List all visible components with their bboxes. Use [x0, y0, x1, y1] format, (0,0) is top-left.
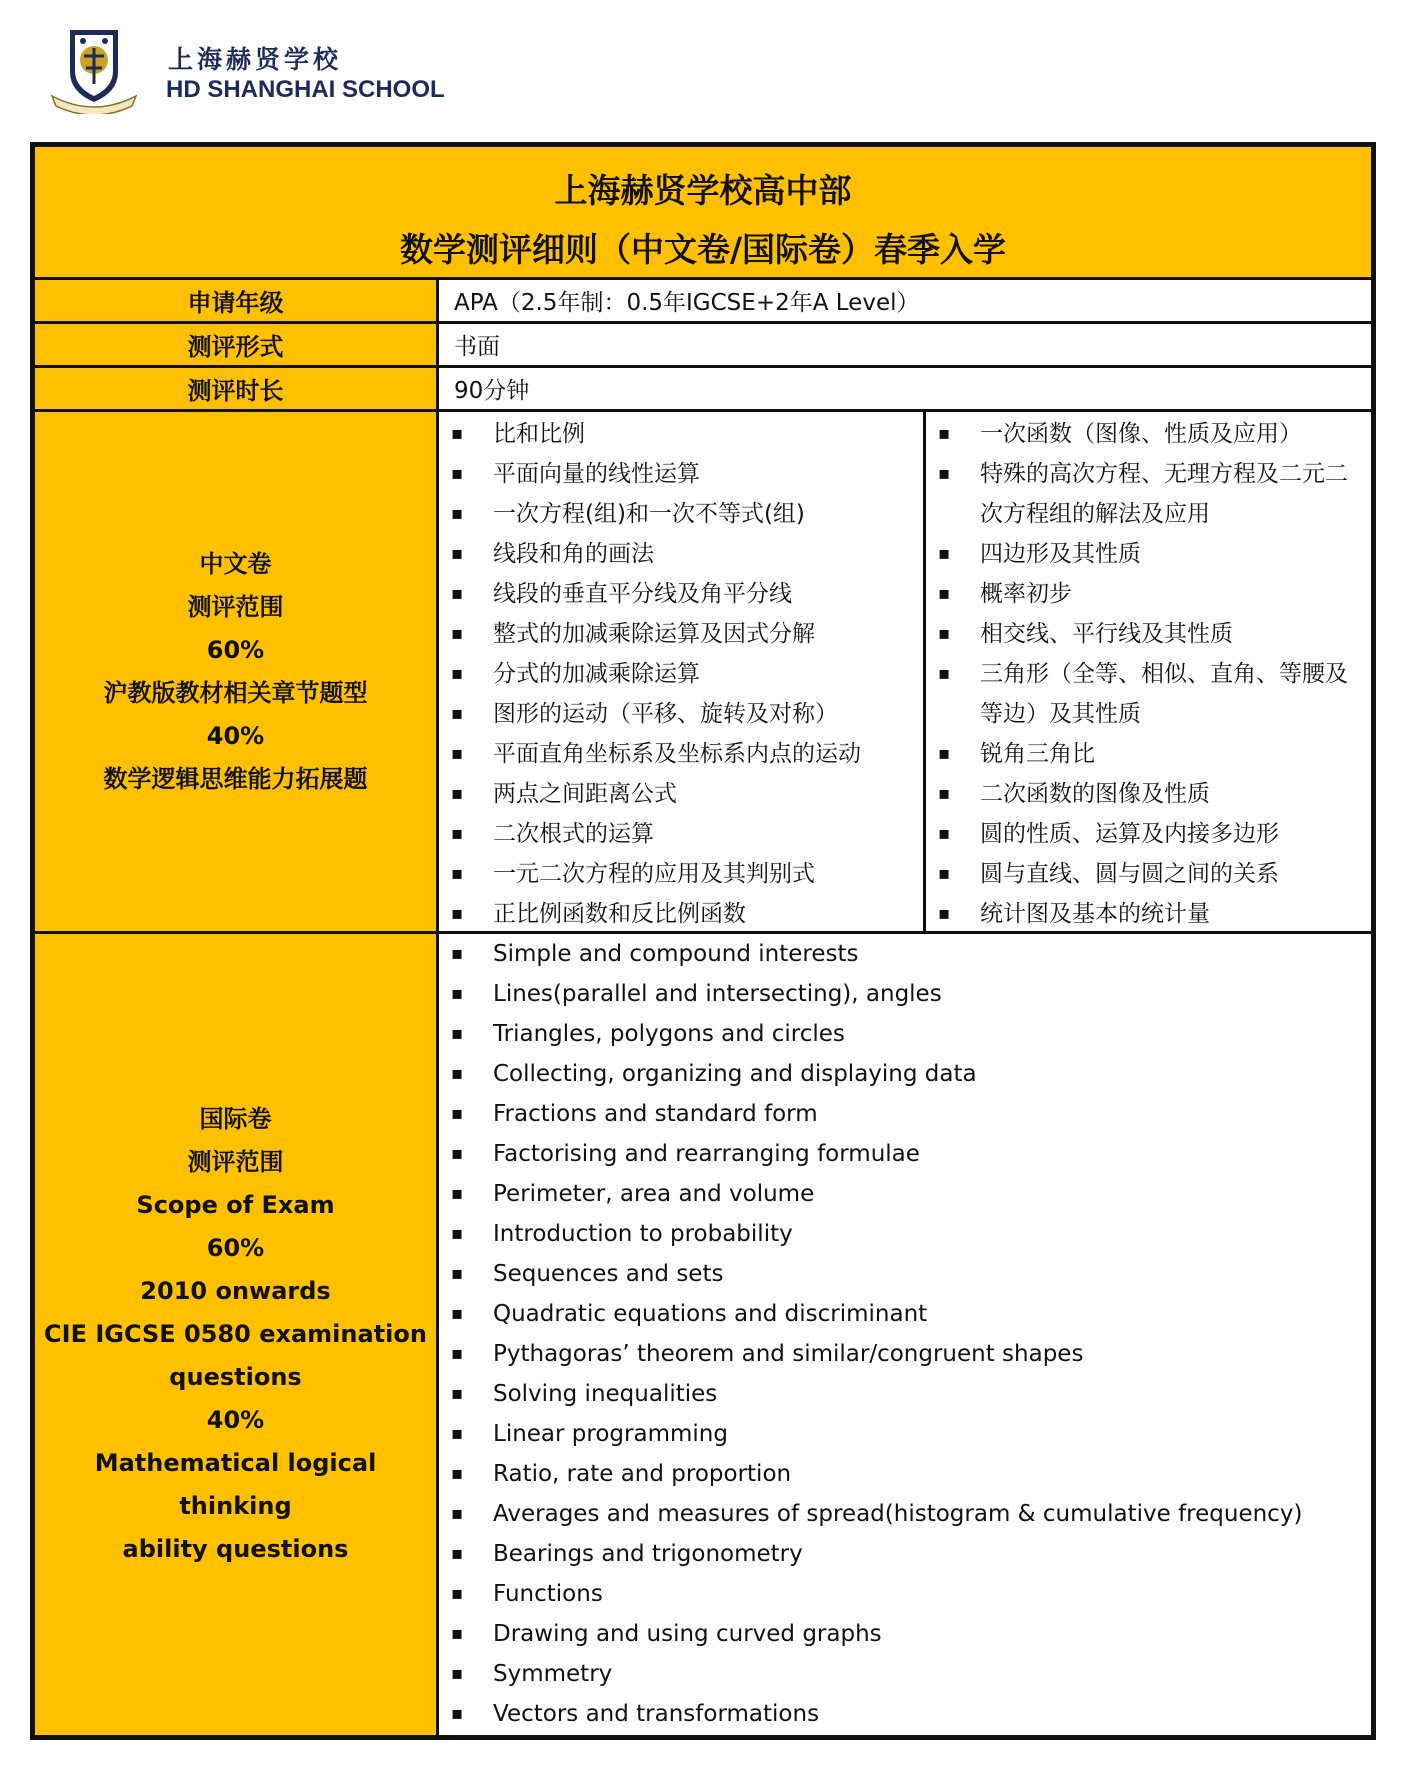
list-item: ▪ 分式的加减乘除运算 [439, 654, 923, 694]
list-item: ▪ Averages and measures of spread(histogram & cumulative frequency) [439, 1494, 1371, 1534]
title-line-1: 上海赫贤学校高中部 [554, 171, 852, 210]
list-item: ▪ 二次函数的图像及性质 [926, 774, 1363, 814]
international-paper-label [35, 934, 436, 1735]
list-item: ▪ 整式的加减乘除运算及因式分解 [439, 614, 923, 654]
list-item: ▪ 三角形（全等、相似、直角、等腰及等边）及其性质 [926, 654, 1363, 734]
list-item: ▪ 锐角三角比 [926, 734, 1363, 774]
school-name-cn: 上海赫贤学校 [168, 45, 343, 74]
chinese-topics-right [926, 412, 1371, 931]
list-item: ▪ Bearings and trigonometry [439, 1534, 1371, 1574]
list-item: ▪ Collecting, organizing and displaying data [439, 1054, 1371, 1094]
chinese-label-line: 40% [206, 721, 265, 750]
list-item: ▪ 特殊的高次方程、无理方程及二元二次方程组的解法及应用 [926, 454, 1363, 534]
list-item: ▪ Drawing and using curved graphs [439, 1614, 1371, 1654]
chinese-label-line: 沪教版教材相关章节题型 [103, 678, 368, 707]
list-item: ▪ 图形的运动（平移、旋转及对称） [439, 694, 923, 734]
list-item: ▪ 比和比例 [439, 414, 923, 454]
list-item: ▪ 概率初步 [926, 574, 1363, 614]
list-item: ▪ 线段和角的画法 [439, 534, 923, 574]
list-item: ▪ 一次方程(组)和一次不等式(组) [439, 494, 923, 534]
title-line-2: 数学测评细则（中文卷/国际卷）春季入学 [399, 230, 1007, 269]
list-item: ▪ 两点之间距离公式 [439, 774, 923, 814]
intl-label-line: questions [169, 1363, 302, 1391]
intl-label-line: 2010 onwards [140, 1277, 331, 1305]
list-item: ▪ 四边形及其性质 [926, 534, 1363, 574]
format-label: 测评形式 [35, 324, 436, 365]
table-title [35, 147, 1371, 277]
chinese-label-line: 数学逻辑思维能力拓展题 [103, 764, 368, 793]
chinese-topics-left [439, 412, 923, 931]
list-item: ▪ 一元二次方程的应用及其判别式 [439, 854, 923, 894]
list-item: ▪ Solving inequalities [439, 1374, 1371, 1414]
list-item: ▪ Quadratic equations and discriminant [439, 1294, 1371, 1334]
list-item: ▪ Introduction to probability [439, 1214, 1371, 1254]
school-name-en: HD SHANGHAI SCHOOL [166, 76, 445, 103]
list-item: ▪ Factorising and rearranging formulae [439, 1134, 1371, 1174]
intl-label-line: Mathematical logical thinking [94, 1449, 377, 1520]
list-item: ▪ Triangles, polygons and circles [439, 1014, 1371, 1054]
chinese-label-line: 60% [206, 635, 265, 664]
intl-label-line: 40% [206, 1406, 265, 1434]
intl-label-line: ability questions [122, 1535, 349, 1563]
list-item: ▪ Linear programming [439, 1414, 1371, 1454]
list-item: ▪ 圆与直线、圆与圆之间的关系 [926, 854, 1363, 894]
assessment-table [30, 142, 1376, 1740]
grade-value: APA（2.5年制：0.5年IGCSE+2年A Level） [439, 280, 1371, 321]
intl-label-line: 60% [206, 1234, 265, 1262]
intl-label-line: 国际卷 [199, 1105, 272, 1133]
list-item: ▪ 平面直角坐标系及坐标系内点的运动 [439, 734, 923, 774]
list-item: ▪ Sequences and sets [439, 1254, 1371, 1294]
chinese-label-line: 中文卷 [199, 549, 272, 578]
list-item: ▪ 统计图及基本的统计量 [926, 894, 1363, 934]
list-item: ▪ Perimeter, area and volume [439, 1174, 1371, 1214]
list-item: ▪ Simple and compound interests [439, 934, 1371, 974]
list-item: ▪ 圆的性质、运算及内接多边形 [926, 814, 1363, 854]
grade-label: 申请年级 [35, 280, 436, 321]
intl-label-line: CIE IGCSE 0580 examination [44, 1320, 427, 1348]
duration-label: 测评时长 [35, 368, 436, 409]
list-item: ▪ 相交线、平行线及其性质 [926, 614, 1363, 654]
list-item: ▪ Functions [439, 1574, 1371, 1614]
intl-label-line: Scope of Exam [136, 1191, 335, 1219]
list-item: ▪ Lines(parallel and intersecting), angles [439, 974, 1371, 1014]
chinese-label-line: 测评范围 [187, 592, 284, 621]
school-logo [48, 26, 140, 114]
list-item: ▪ 线段的垂直平分线及角平分线 [439, 574, 923, 614]
intl-label-line: 测评范围 [187, 1148, 284, 1176]
list-item: ▪ 二次根式的运算 [439, 814, 923, 854]
list-item: ▪ 平面向量的线性运算 [439, 454, 923, 494]
list-item: ▪ Symmetry [439, 1654, 1371, 1694]
list-item: ▪ 正比例函数和反比例函数 [439, 894, 923, 934]
chinese-paper-label [35, 412, 436, 931]
list-item: ▪ 一次函数（图像、性质及应用） [926, 414, 1363, 454]
list-item: ▪ Vectors and transformations [439, 1694, 1371, 1734]
international-topics [439, 934, 1371, 1735]
list-item: ▪ Ratio, rate and proportion [439, 1454, 1371, 1494]
duration-value: 90分钟 [439, 368, 1371, 409]
list-item: ▪ Fractions and standard form [439, 1094, 1371, 1134]
format-value: 书面 [439, 324, 1371, 365]
list-item: ▪ Pythagoras’ theorem and similar/congruent shapes [439, 1334, 1371, 1374]
